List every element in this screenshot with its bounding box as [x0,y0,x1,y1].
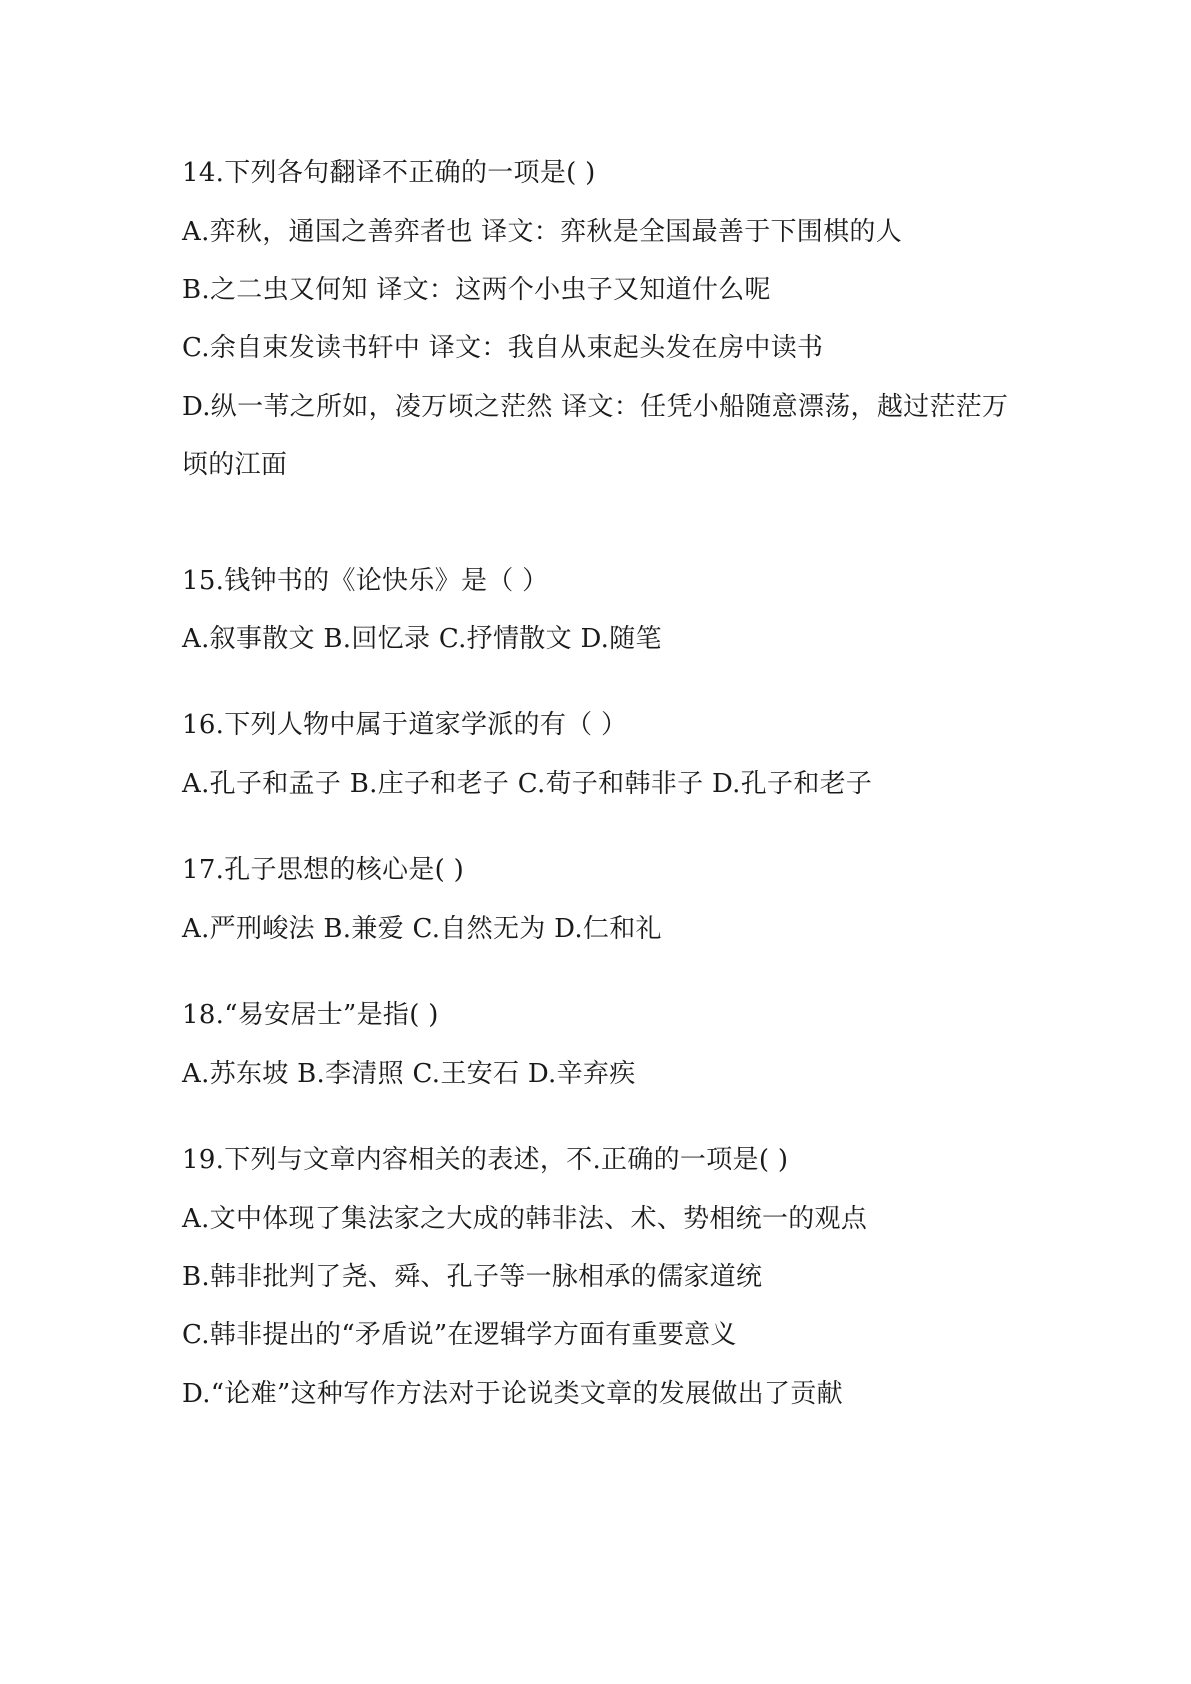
question-18-options: A.苏东坡 B.李清照 C.王安石 D.辛弃疾 [182,1059,636,1089]
question-19-stem: 19.下列与文章内容相关的表述，不.正确的一项是( ) [182,1145,789,1175]
question-19-option-a: A.文中体现了集法家之大成的韩非法、术、势相统一的观点 [182,1204,868,1234]
question-14-stem: 14.下列各句翻译不正确的一项是( ) [182,158,596,188]
question-19-option-b: B.韩非批判了尧、舜、孔子等一脉相承的儒家道统 [182,1262,763,1292]
question-19-option-d: D.“论难”这种写作方法对于论说类文章的发展做出了贡献 [182,1379,843,1409]
question-19-option-c: C.韩非提出的“矛盾说”在逻辑学方面有重要意义 [182,1320,737,1350]
question-14-option-a: A.弈秋，通国之善弈者也 译文：弈秋是全国最善于下围棋的人 [182,217,903,247]
question-18-stem: 18.“易安居士”是指( ) [182,1000,439,1030]
question-14-option-b: B.之二虫又何知 译文：这两个小虫子又知道什么呢 [182,275,771,305]
question-14-option-d: D.纵一苇之所如，凌万顷之茫然 译文：任凭小船随意漂荡，越过茫茫万 [182,392,1009,422]
question-14-option-c: C.余自束发读书轩中 译文：我自从束起头发在房中读书 [182,333,824,363]
question-14-option-d-continued: 顷的江面 [182,450,288,480]
question-17-stem: 17.孔子思想的核心是( ) [182,855,465,885]
question-15-stem: 15.钱钟书的《论快乐》是（ ） [182,566,549,596]
question-16-options: A.孔子和孟子 B.庄子和老子 C.荀子和韩非子 D.孔子和老子 [182,769,873,799]
question-15-options: A.叙事散文 B.回忆录 C.抒情散文 D.随笔 [182,624,662,654]
question-17-options: A.严刑峻法 B.兼爱 C.自然无为 D.仁和礼 [182,914,662,944]
question-16-stem: 16.下列人物中属于道家学派的有（ ） [182,710,628,740]
